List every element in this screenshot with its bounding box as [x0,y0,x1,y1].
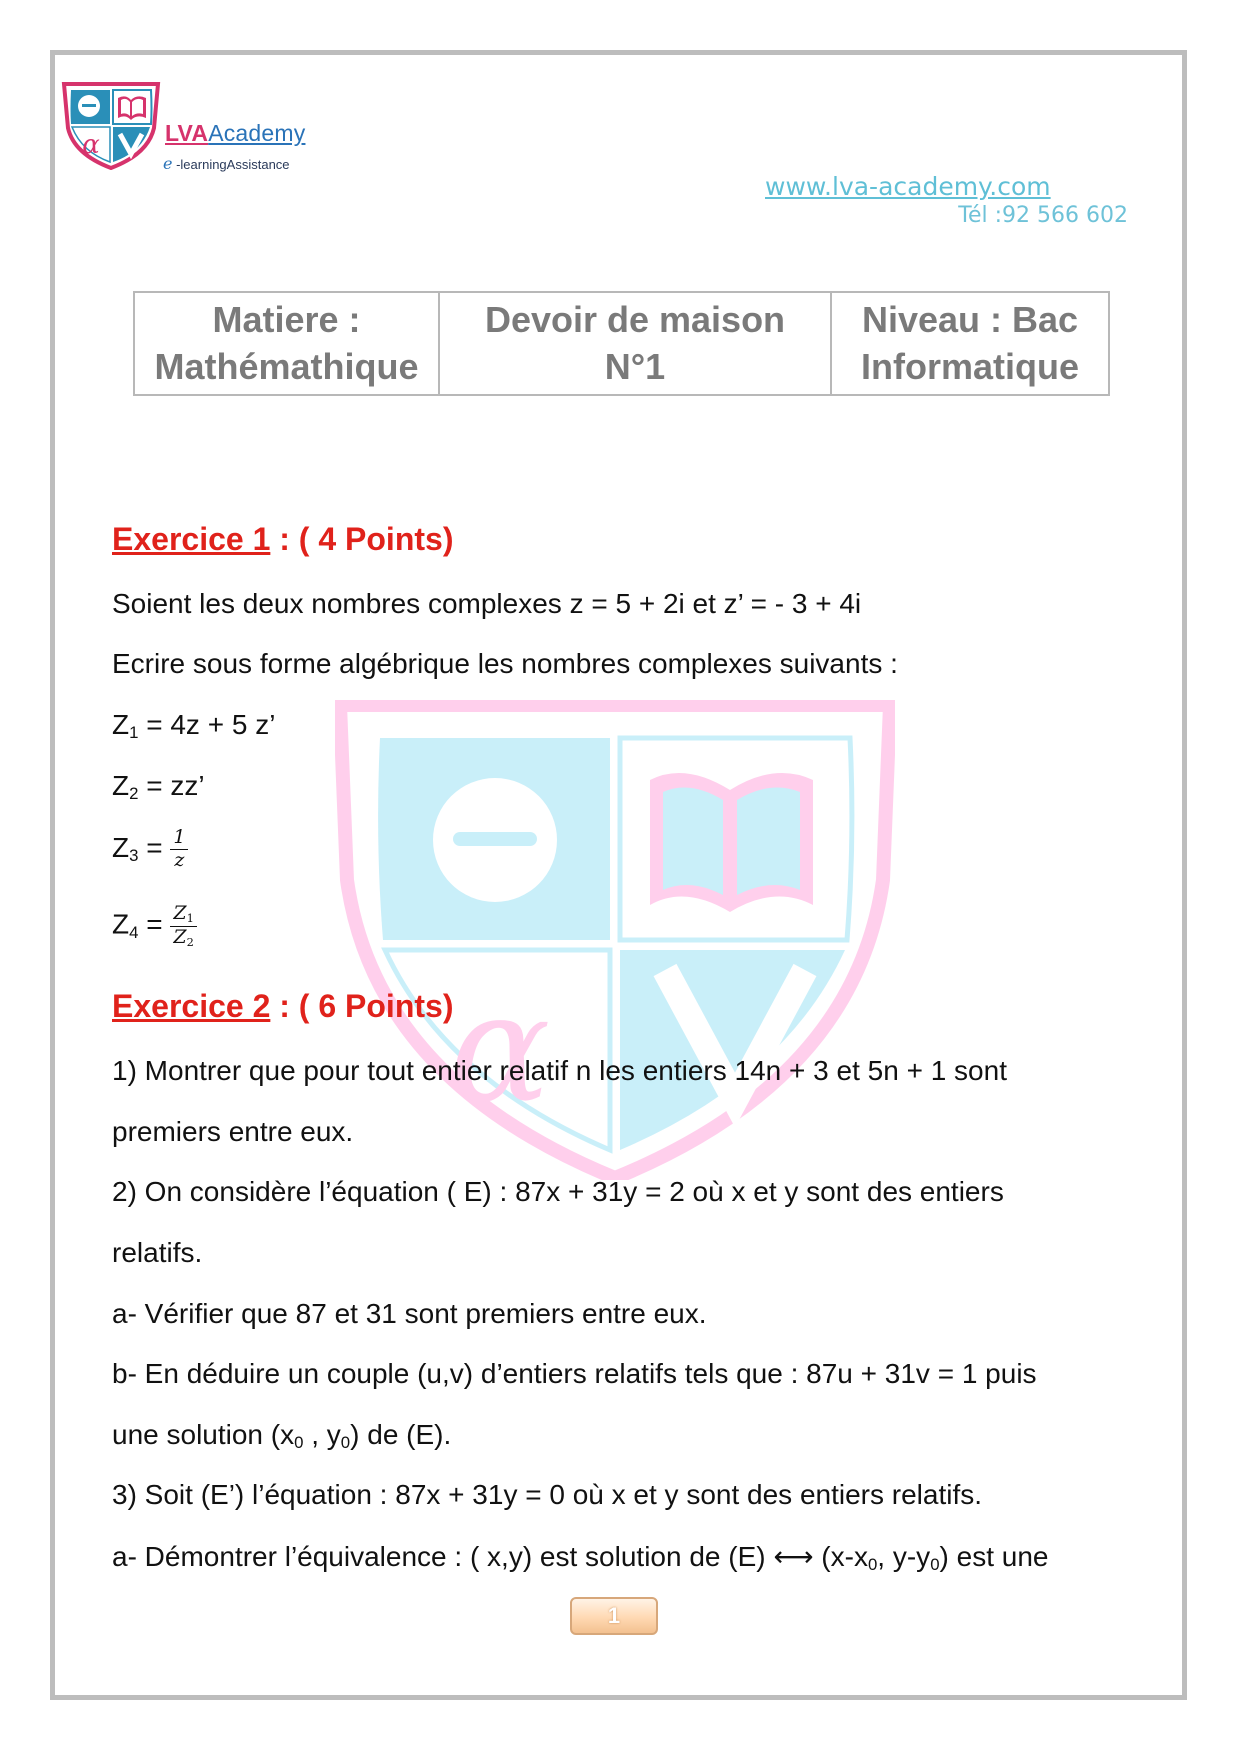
subject-value: Mathémathique [154,345,419,387]
brand-tagline [163,154,290,173]
svg-text:α: α [82,130,100,160]
q3a-sub-1: 0 [867,1555,878,1575]
level-cell [831,292,1109,395]
q3a-sub-2: 0 [930,1555,940,1575]
brand-lva: LVA [165,120,209,146]
z1-expression: = 4z + 5 z’ [138,709,276,740]
z1-name: Z [112,709,130,740]
exercise-1-instruction: Ecrire sous forme algébrique les nombres complexes suivants : [112,648,898,679]
brand-academy: Academy [208,120,306,146]
z4-definition [112,904,197,949]
z3-denominator: z [174,848,185,871]
question-2a: a- Vérifier que 87 et 31 sont premiers entre eux. [112,1298,707,1329]
level-value: Informatique [860,345,1079,387]
z3-definition [112,828,188,871]
info-table [133,291,1110,396]
z1-subscript: 1 [129,723,139,743]
z2-expression: = zz’ [138,770,205,801]
exercise-2-label: Exercice 2 [112,988,271,1024]
exercise-1-points: : ( 4 Points) [270,521,454,557]
assignment-number: N°1 [604,345,666,387]
q3a-text-1: a- Démontrer l’équivalence : ( x,y) est solution de (E) ⟷ (x-x [112,1541,868,1572]
q3a-text-2: , y-y [877,1541,931,1572]
exercise-1-label: Exercice 1 [112,521,271,557]
z4-subscript: 4 [129,922,139,942]
watermark-logo [335,700,895,1180]
z3-equals: = [138,831,171,863]
exercise-1-title [112,521,453,558]
z3-fraction [170,828,188,871]
z3-subscript: 3 [129,846,139,866]
z2-name: Z [112,770,130,801]
assignment-title: Devoir de maison [484,298,786,340]
z2-subscript: 2 [129,784,139,804]
z4-name: Z [112,908,130,940]
page-number-badge [570,1597,658,1635]
z3-name: Z [112,831,130,863]
tagline-text: -learningAssistance [172,157,290,172]
assignment-cell [439,292,831,395]
q2b-text-1: une solution (x [112,1419,295,1450]
q2b-sub-2: 0 [340,1433,351,1453]
z4-denominator-subscript: 2 [186,934,194,949]
z1-definition [112,709,275,743]
brand-name [165,120,305,147]
subject-label: Matiere : [212,298,361,340]
z4-numerator-name: Z [173,902,187,924]
question-3a [112,1540,1048,1575]
z2-definition [112,770,205,804]
question-3: 3) Soit (E’) l’équation : 87x + 31y = 0 où x et y sont des entiers relatifs. [112,1479,983,1510]
question-2b-line-2 [112,1419,451,1453]
q3a-text-3: ) est une [939,1541,1049,1572]
question-2b-line-1: b- En déduire un couple (u,v) d’entiers relatifs tels que : 87u + 31v = 1 puis [112,1358,1037,1389]
z4-denominator [170,927,196,949]
z4-numerator [170,904,196,927]
q2b-sub-1: 0 [294,1433,304,1453]
question-1-line-2: premiers entre eux. [112,1116,354,1147]
tagline-e: e [163,154,173,173]
question-2-line-1: 2) On considère l’équation ( E) : 87x + 31y = 2 où x et y sont des entiers [112,1176,1004,1207]
q2b-text-2: , y [303,1419,341,1450]
z4-denominator-name: Z [173,925,187,948]
question-2-line-2: relatifs. [112,1237,203,1268]
z4-equals: = [138,908,171,940]
page-number: 1 [607,1603,621,1628]
exercise-2-title [112,988,453,1025]
svg-text:α: α [449,962,551,1136]
z3-numerator: 1 [170,828,188,850]
question-1-line-1: 1) Montrer que pour tout entier relatif n les entiers 14n + 3 et 5n + 1 sont [112,1055,1007,1086]
z4-numerator-subscript: 1 [186,910,194,925]
exercise-2-points: : ( 6 Points) [270,988,454,1024]
phone-number: Tél :92 566 602 [958,203,1128,228]
lva-academy-logo [58,80,164,170]
exercise-1-intro: Soient les deux nombres complexes z = 5 + 2i et z’ = - 3 + 4i [112,588,862,619]
level-label: Niveau : Bac [861,298,1079,340]
subject-cell [134,292,439,395]
website-link[interactable]: www.lva-academy.com [765,172,1051,201]
info-table-row [134,292,1109,395]
z4-fraction [170,904,196,949]
q2b-text-3: ) de (E). [350,1419,452,1450]
